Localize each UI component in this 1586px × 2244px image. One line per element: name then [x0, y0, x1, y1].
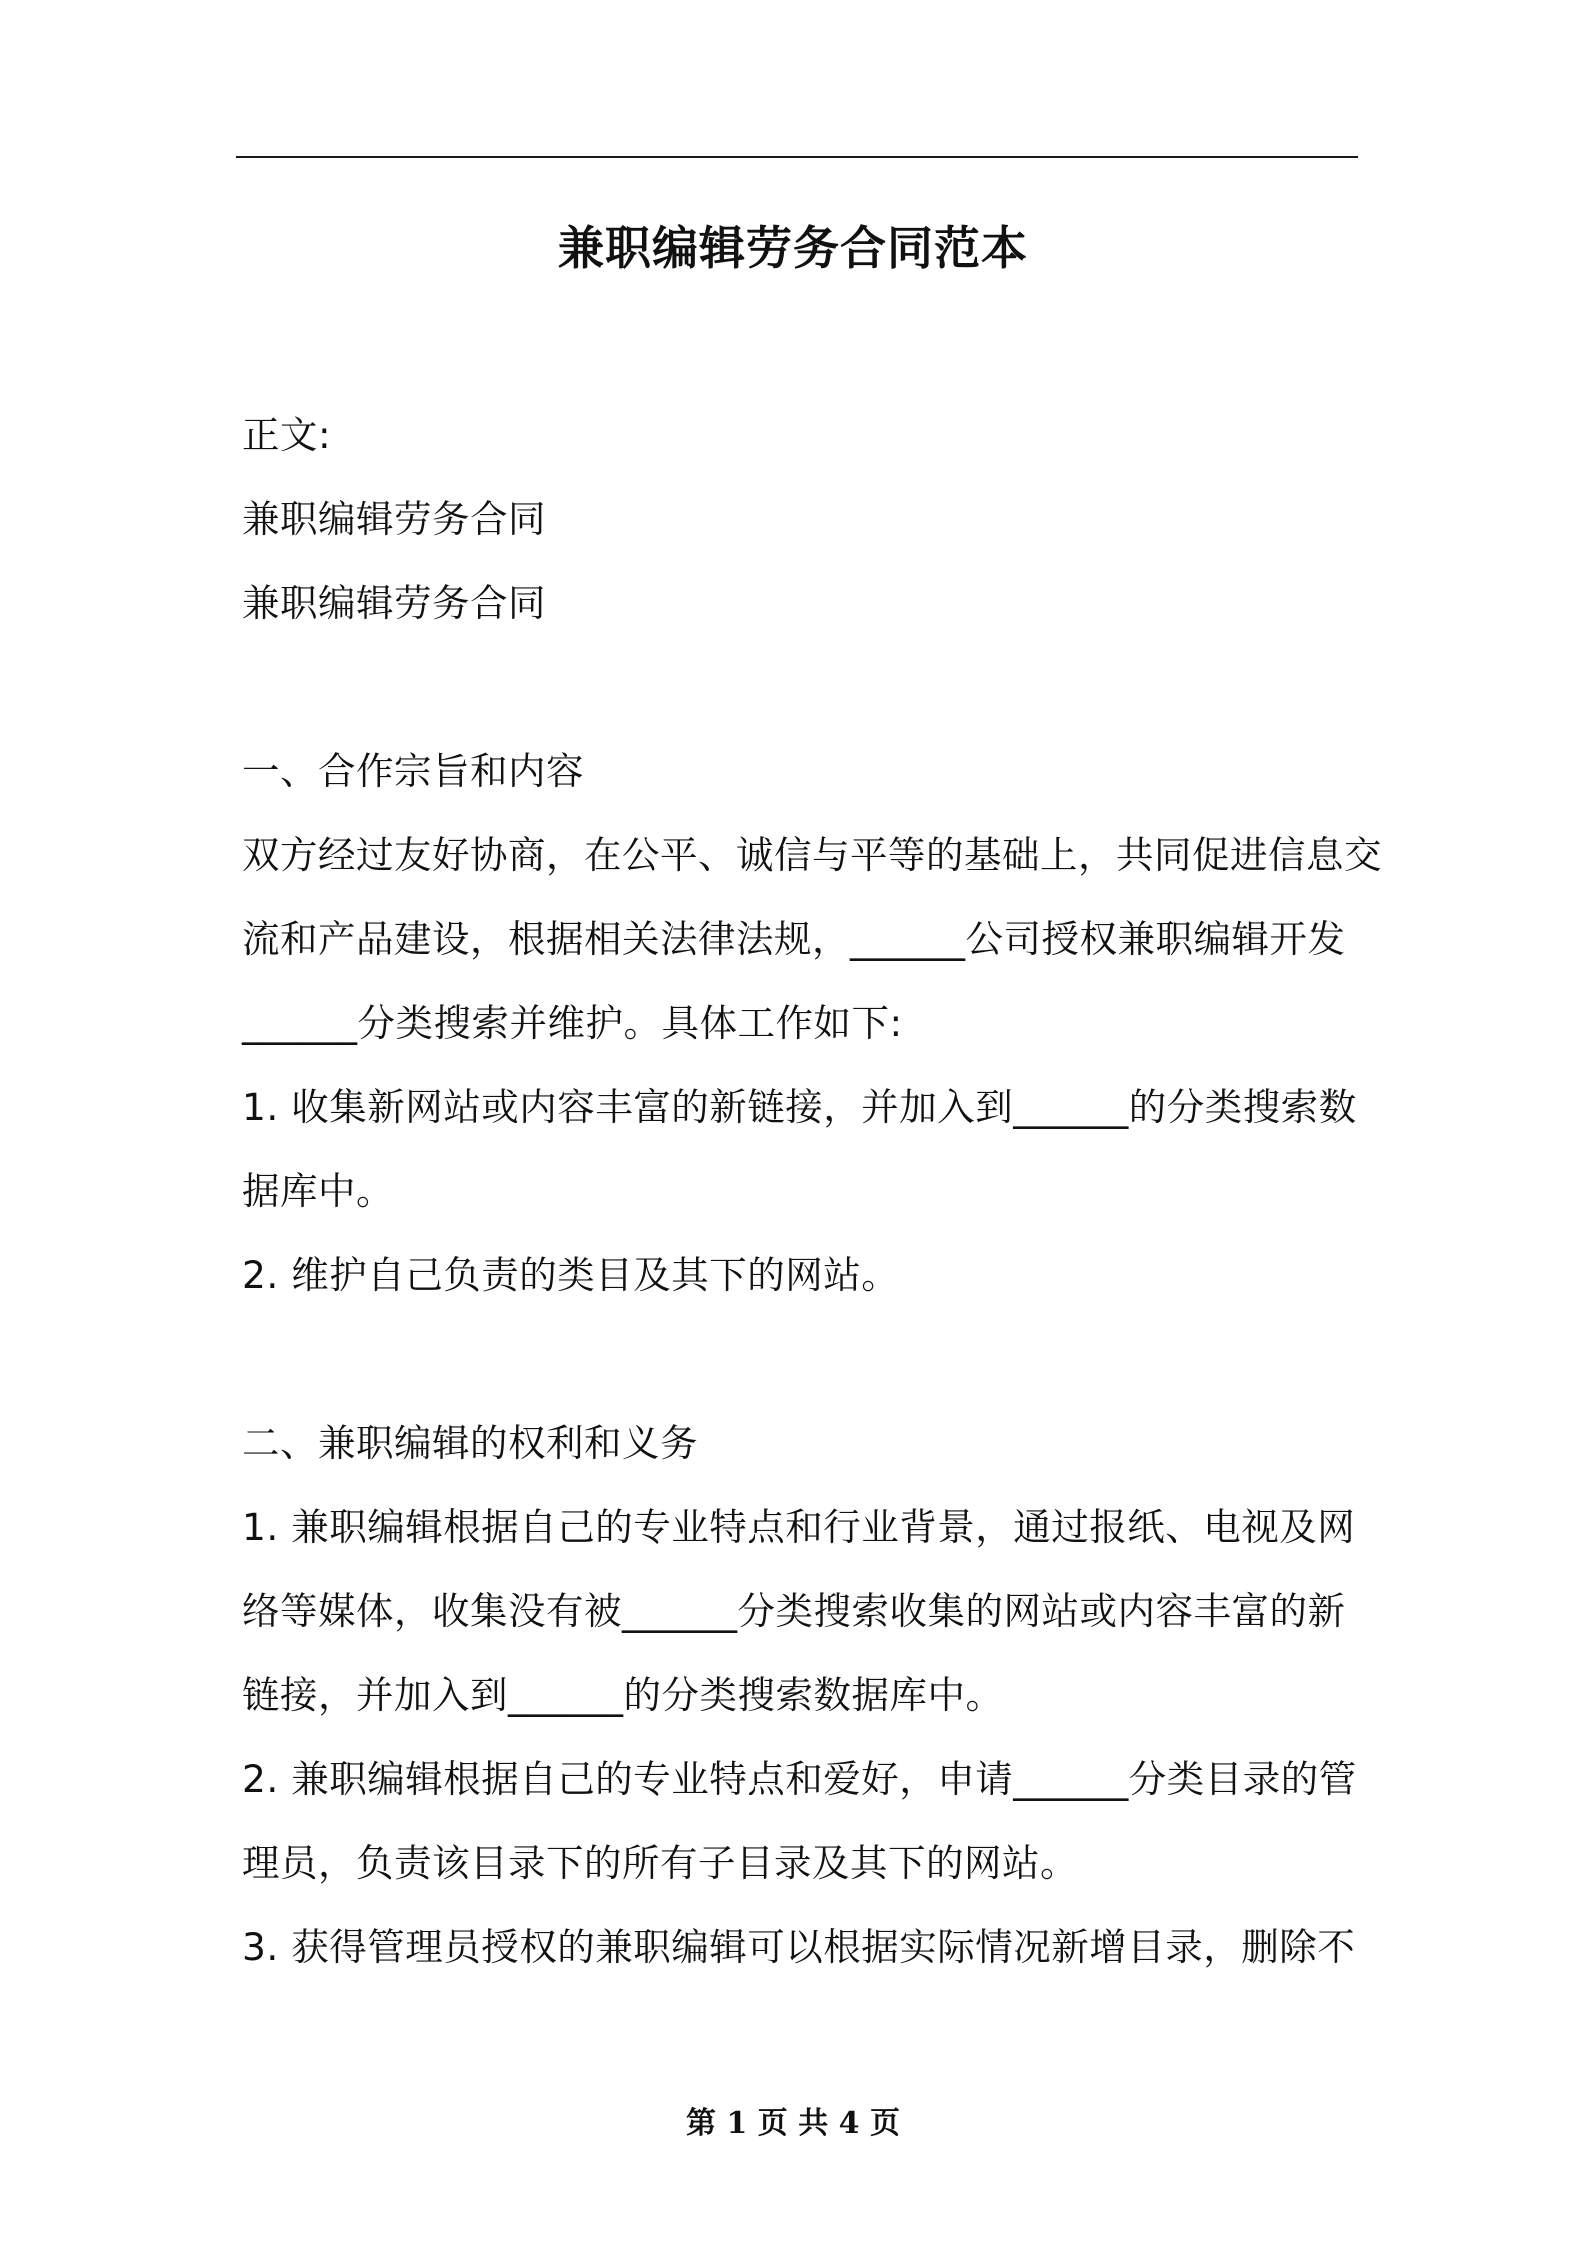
paragraph-line: 络等媒体，收集没有被______分类搜索收集的网站或内容丰富的新 [242, 1589, 1346, 1633]
paragraph-line: 兼职编辑劳务合同 [242, 497, 546, 541]
paragraph-line: 流和产品建设，根据相关法律法规，______公司授权兼职编辑开发 [242, 917, 1346, 961]
paragraph-line: 兼职编辑劳务合同 [242, 581, 546, 625]
section-heading: 一、合作宗旨和内容 [242, 749, 584, 793]
paragraph-line: 双方经过友好协商，在公平、诚信与平等的基础上，共同促进信息交 [242, 833, 1382, 877]
paragraph-line: 理员，负责该目录下的所有子目录及其下的网站。 [242, 1841, 1078, 1885]
page-footer: 第 1 页 共 4 页 [686, 2106, 900, 2141]
paragraph-line: 据库中。 [242, 1169, 394, 1213]
paragraph-line: 链接，并加入到______的分类搜索数据库中。 [242, 1673, 1004, 1717]
document-title: 兼职编辑劳务合同范本 [558, 221, 1028, 275]
paragraph-line: ______分类搜索并维护。具体工作如下: [242, 1001, 903, 1045]
list-item: 3. 获得管理员授权的兼职编辑可以根据实际情况新增目录，删除不 [242, 1925, 1356, 1969]
list-item: 1. 收集新网站或内容丰富的新链接，并加入到______的分类搜索数 [242, 1085, 1357, 1129]
section-heading: 二、兼职编辑的权利和义务 [242, 1421, 698, 1465]
header-rule [236, 156, 1358, 158]
list-item: 1. 兼职编辑根据自己的专业特点和行业背景，通过报纸、电视及网 [242, 1505, 1356, 1549]
list-item: 2. 维护自己负责的类目及其下的网站。 [242, 1253, 900, 1297]
list-item: 2. 兼职编辑根据自己的专业特点和爱好，申请______分类目录的管 [242, 1757, 1357, 1801]
body-label: 正文: [242, 413, 332, 457]
